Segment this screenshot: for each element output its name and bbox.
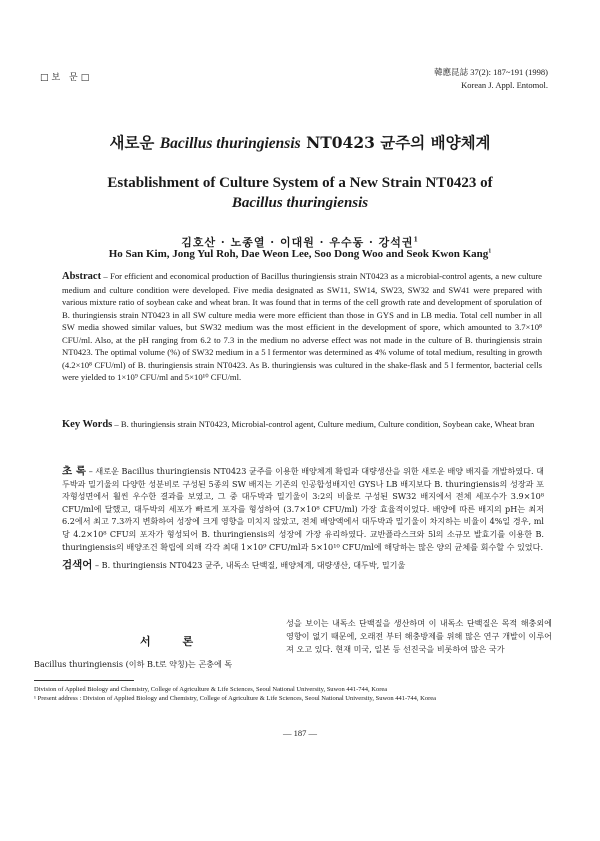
title-english-line2: Bacillus thuringiensis <box>231 195 369 211</box>
footnotes <box>34 685 549 703</box>
keywords-korean-text: – B. thuringiensis NT0423 균주, 내독소 단백질, 배양체계, 대량생산, 대두박, 밀기울 <box>92 560 406 570</box>
authors-english: Ho San Kim, Jong Yul Roh, Dae Weon Lee, Soo Dong Woo and Seok Kwon Kang$^1$ <box>108 248 492 260</box>
intro-left-column: Bacillus thuringiensis (이하 B.t로 약칭)는 곤충에 독 <box>34 659 233 669</box>
keywords-text: – B. thuringiensis strain NT0423, Microbial-control agent, Culture medium, Culture condition, Soybean cake, Wheat bran <box>112 419 535 429</box>
keywords-korean-label: 검색어 <box>62 559 93 571</box>
title-korean-post: NT0423 균주의 배양체계 <box>300 133 491 152</box>
journal-name-en: Korean J. Appl. Entomol. <box>461 80 548 90</box>
title-korean-pre: 새로운 <box>109 133 160 152</box>
keywords-label: Key Words <box>62 419 113 430</box>
authors-korean: 김호산 · 노종열 · 이대원 · 우수동 · 강석권$^1$ <box>181 236 419 249</box>
abstract-korean-text: – 새로운 Bacillus thuringiensis NT0423 균주를 이용한 배양체계 확립과 대량생산을 위한 새로운 배양 배지를 개발하였다. 대두박과 밀기울의 다양한 성분비로 구성된 5종의 SW 배지는 기존의 인공합성배지인 GYS나 LB 배지보다 B. thuringiensis의 성장과 포자형성면에서 훨씬 우수한 결과를 보였고, 그 중 대두박과 밀기울이 3:2의 비율로 구성된 SW32 배지에서 전체 세포수가 3.9×10⁸ CFU/ml에 달했고, 대두박의 세포가 빠르게 포자를 형성하여 (3.7×10⁸ CFU/ml) 가장 효율적이었다. 배양에 따른 배지의 pH는 최저 6.2에서 최고 7.3까지 변화하여 성장에 크게 영향을 미치지 않았고, 전체 배양액에서 대두박과 밀기울이 차지하는 비율이 4%일 경우, ml당 4.2×10⁸ CFU의 포자가 형성되어 B. thuringiensis의 성장에 가장 유리하였다. 교반플라스크와 5l의 소규모 발효기를 이용한 B. thuringiensis의 배양조건 확립에 의해 각각 최대 1×10⁹ CFU/ml과 5×10¹⁰ CFU/ml에 해당하는 많은 양의 균체를 회수할 수 있었다. <box>62 466 544 552</box>
abstract-label: Abstract <box>62 271 102 282</box>
journal-citation-ko: 韓應昆誌 37(2): 187~191 (1998) <box>434 67 548 77</box>
title-korean <box>0 131 600 153</box>
title-english-line1: Establishment of Culture System of a New Strain NT0423 of <box>107 175 493 191</box>
keywords-english <box>62 418 542 432</box>
footnote-present-address: ¹ Present address : Division of Applied Biology and Chemistry, College of Agriculture & Life Sciences, Seoul National University, Suwon 441-744, Korea <box>34 695 437 702</box>
abstract-korean <box>62 465 544 553</box>
authors-korean-affiliation-mark: 1 <box>413 236 419 244</box>
footnote-divider <box>34 680 134 681</box>
footnote-affiliation: Division of Applied Biology and Chemistry, College of Agriculture & Life Sciences, Seoul National University, Suwon 441-744, Korea <box>34 686 388 693</box>
abstract-text: – For efficient and economical production of Bacillus thuringiensis strain NT0423 as a microbial-control agents, a new culture medium and culture condition were developed. Five media designated as SW11, SW14, SW23, SW32 and SW41 were prepared with various mixture ratio of soybean cake and wheat bran. It was found that in terms of the cell growth rate and development of sporulation of B. thuringiensis strain NT0423 in all SW culture media were more efficient than those in GYS and in LB media. Total cell number in all SW media showed similar values, but SW32 medium was the most efficient in the development of spore, which amounted to 3.7×10⁸ CFU/ml. Also, at the pH ranging from 6.2 to 7.3 in the medium no adverse effect was not made in the culture of B. thuringiensis strain NT0423. The optimal volume (%) of SW32 medium in a 5 l fermentor was determined as 4% volume of total medium, resulting in growth (4.2×10⁸ CFU/ml) of B. thuringiensis strain NT0423. As B. thuringiensis was cultured in the shake-flask and 5 l fermentor, bacterial cells were yielded to 1×10⁹ CFU/ml and 5×10¹⁰ CFU/ml. <box>62 271 542 382</box>
abstract-korean-label: 초 록 <box>62 465 87 477</box>
abstract-english <box>62 270 542 384</box>
journal-citation <box>434 66 548 92</box>
keywords-korean <box>62 559 544 572</box>
article-type-label: □보 문□ <box>40 73 93 83</box>
page-number: — 187 — <box>283 728 317 738</box>
title-english <box>0 173 600 213</box>
intro-right-column: 성을 보이는 내독소 단백질을 생산하며 이 내독소 단백질은 목적 해충외에 영향이 없기 때문에, 오래전 부터 해충방제를 위해 많은 연구 개발이 이루어져 오고 있다. 현재 미국, 일본 등 선진국을 비롯하여 많은 국가 <box>286 618 552 654</box>
section-title-introduction: 서 론 <box>140 635 208 648</box>
authors-english-affiliation-mark: 1 <box>488 248 492 255</box>
title-korean-species: Bacillus thuringiensis <box>159 135 301 152</box>
